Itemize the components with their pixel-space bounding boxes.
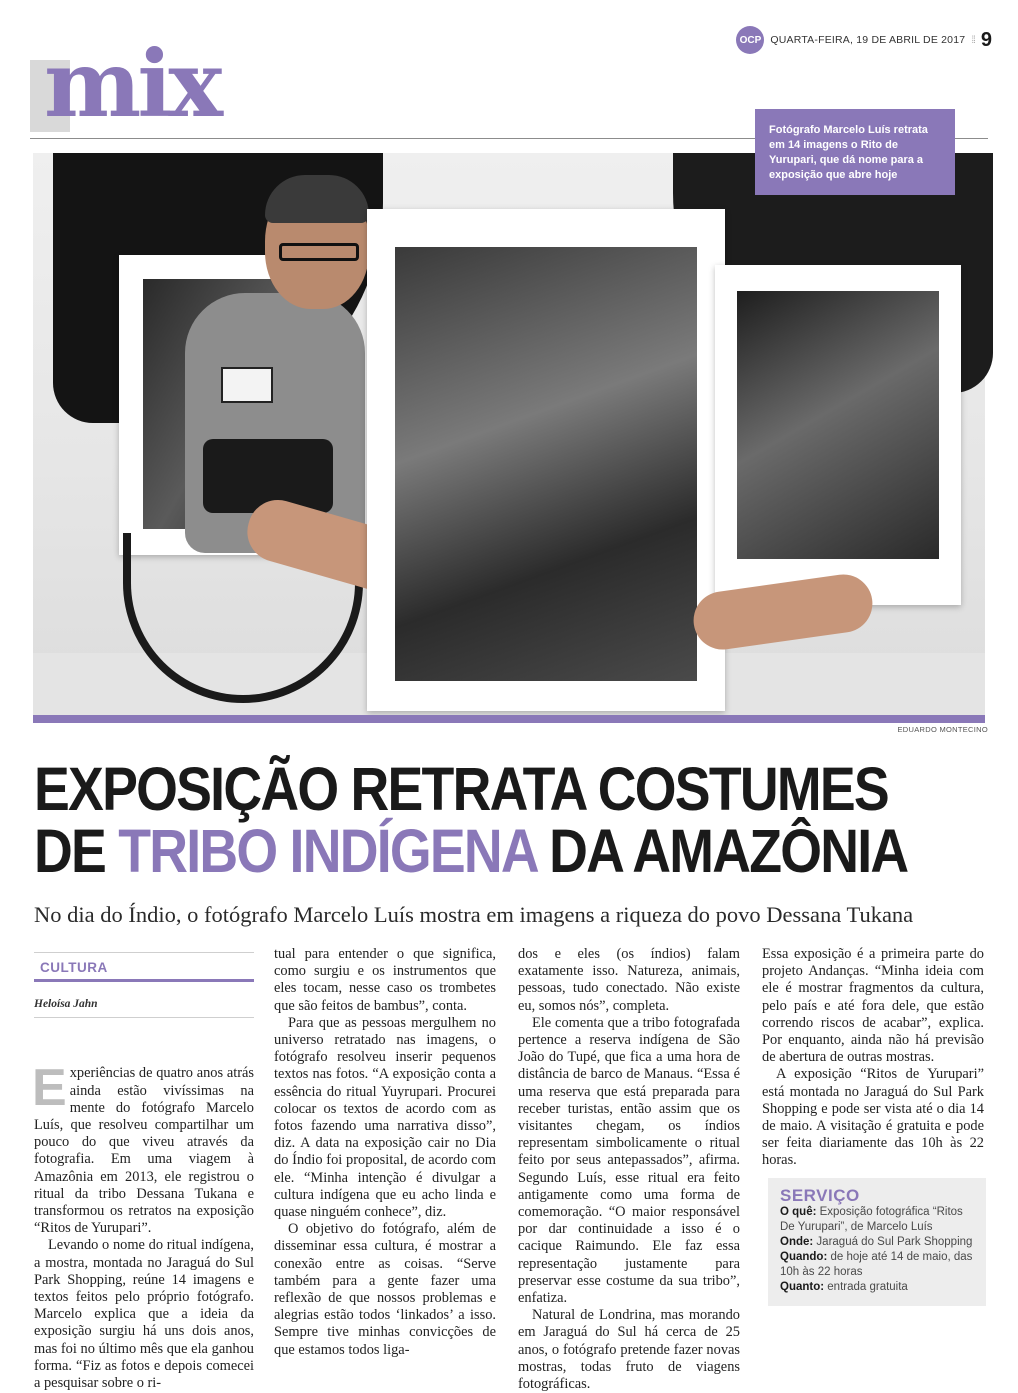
paragraph: xperiências de quatro anos atrás ainda estão vivíssimas na mente do fotógrafo Marcelo Luís, que resolveu compartilhar um pouco do que viveu através da fotografia. Em uma viagem à Amazônia em 2013, ele registrou o ritual da tribo Dessana Tukana e transformou os retratos na exposição “Ritos de Yurupari”.	[34, 1065, 254, 1237]
paragraph: Para que as pessoas mergulhem no universo retratado nas imagens, o fotógrafo resolveu inserir pequenos textos nas fotos. “A exposição conta a essência do ritual Yuyrupari. Procurei colocar os textos de acordo com as fotos fazendo uma narrativa disso”, diz. A data na exposição cair no Dia do Índio foi proposital, de acordo com ele. “Minha intenção é divulgar a cultura indígena que eu acho linda e quase ninguém conhece”, diz.	[274, 1014, 496, 1221]
page-number: 9	[980, 28, 992, 51]
paragraph: Natural de Londrina, mas morando em Jaraguá do Sul há cerca de 25 anos, o fotógrafo pretende fazer novas mostras, todas fruto de viagens fotográficas.	[518, 1307, 740, 1393]
subheadline: No dia do Índio, o fotógrafo Marcelo Luís mostra em imagens a riqueza do povo Dessana Tukana	[34, 902, 914, 927]
service-what-label: O quê:	[780, 1206, 817, 1218]
framed-print-right	[715, 265, 961, 605]
headline-line-2-start: DE	[34, 817, 119, 885]
masthead	[736, 26, 992, 54]
separator-dots-icon: ⁞⁞	[971, 34, 975, 46]
service-when-label: Quando:	[780, 1251, 828, 1263]
headline-line-2-end: DA AMAZÔNIA	[535, 817, 908, 885]
lead-text	[32, 1059, 254, 1392]
lead-photo	[33, 153, 985, 716]
service-where-value: Jaraguá do Sul Park Shopping	[813, 1236, 973, 1248]
service-price-label: Quanto:	[780, 1281, 825, 1293]
camera-flash	[221, 367, 273, 403]
article-column-1	[34, 952, 254, 1392]
service-price	[780, 1280, 976, 1295]
paragraph: dos e eles (os índios) falam exatamente isso. Natureza, animais, pessoas, tudo conectado. Não existe eu, somos nós”, completa.	[518, 946, 740, 1014]
article-column-3	[518, 946, 740, 1393]
headline	[34, 755, 908, 885]
photo-credit: EDUARDO MONTECINO	[897, 725, 988, 734]
article-column-2	[274, 946, 496, 1359]
service-when	[780, 1250, 976, 1280]
print-image-right	[737, 291, 939, 559]
paragraph: Essa exposição é a primeira parte do projeto Andanças. “Minha ideia com ele é mostrar fragmentos da cultura, pelo país e até fora dele, que estão correndo riscos de acabar”, explica. Por enquanto, ainda não há previsão de abertura de outras mostras.	[762, 946, 984, 1066]
headline-line-2	[34, 817, 908, 885]
drop-cap: E	[32, 1059, 67, 1118]
newspaper-logo: OCP	[736, 26, 764, 54]
service-where	[780, 1235, 976, 1250]
paragraph: O objetivo do fotógrafo, além de disseminar essa cultura, é mostrar a conexão entre as coisas. “Serve também para a gente fazer uma reflexão de que nossos problemas e alegrias estão todos ‘linkados’ a isso. Sempre tive minhas convicções de que estamos todos liga-	[274, 1221, 496, 1358]
photo-caption: Fotógrafo Marcelo Luís retrata em 14 imagens o Rito de Yurupari, que dá nome para a exposição que abre hoje	[755, 109, 955, 195]
service-when-value: de hoje até 14 de maio, das 10h às 22 horas	[780, 1251, 973, 1278]
paragraph: A exposição “Ritos de Yurupari” está montada no Jaraguá do Sul Park Shopping e pode ser vista até o dia 14 de maio. A visitação é gratuita e pode ser feita diariamente das 10h às 22 horas.	[762, 1066, 984, 1169]
section-tag: CULTURA	[34, 952, 254, 982]
byline: Heloísa Jahn	[34, 996, 254, 1018]
paragraph: tual para entender o que significa, como surgiu e os instrumentos que eles tocam, nesse caso os trombetes que são feitos de bambus”, conta.	[274, 946, 496, 1014]
paragraph: Ele comenta que a tribo fotografada pertence a reserva indígena de São João do Tupé, que fica a uma hora de distância de barco de Manaus. “Essa é uma reserva que está preparada para receber turistas, então assim que os visitantes chegam, os índios representam simbolicamente o ritual feito por seus antepassados”, afirma. Segundo Luís, esse ritual era feito antigamente como uma forma de comemoração. “O maior responsável por dar continuidade a isso é o cacique Raimundo. Ele faz essa representação justamente para preservar esse costume da sua tribo”, enfatiza.	[518, 1014, 740, 1307]
service-box	[768, 1178, 986, 1306]
print-image-center	[395, 247, 697, 681]
service-price-value: entrada gratuita	[824, 1281, 908, 1293]
issue-date: QUARTA-FEIRA, 19 DE ABRIL DE 2017	[770, 34, 966, 46]
paragraph: Levando o nome do ritual indígena, a mostra, montada no Jaraguá do Sul Park Shopping, reúne 14 imagens e textos feitos pelo próprio fotógrafo. Marcelo explica que a ideia da exposição surgiu há uns dois anos, mas foi no último mês que ela ganhou forma. “Fiz as fotos e depois comecei a pesquisar sobre o ri-	[34, 1237, 254, 1392]
glasses	[279, 243, 359, 261]
headline-accent: TRIBO INDÍGENA	[118, 817, 536, 885]
service-where-label: Onde:	[780, 1236, 814, 1248]
service-title: SERVIÇO	[780, 1186, 860, 1205]
headline-line-1: EXPOSIÇÃO RETRATA COSTUMES	[34, 755, 888, 823]
section-logo: mix	[44, 30, 220, 138]
article-column-4	[762, 946, 984, 1170]
service-what-value: Exposição fotográfica “Ritos De Yurupari”, de Marcelo Luís	[780, 1206, 963, 1233]
photo-accent-bar	[33, 715, 985, 723]
service-what	[780, 1205, 976, 1235]
framed-print-center	[367, 209, 725, 711]
